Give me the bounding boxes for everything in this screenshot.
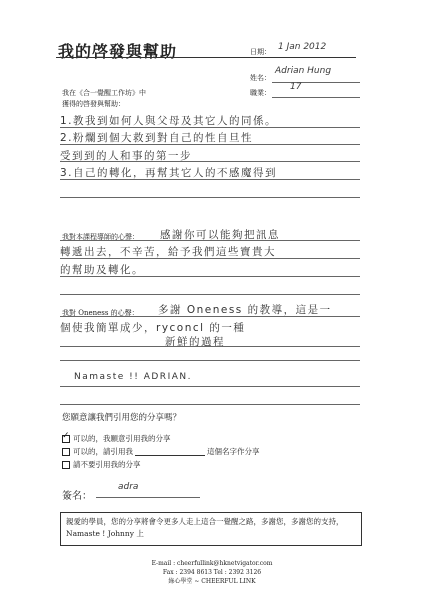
name-value: Adrian Hung [275,66,332,76]
oneness-line: 新鮮的過程 [165,336,225,348]
share-option-deny[interactable] [62,459,141,470]
ruled-line [60,240,360,241]
oneness-line: 個使我簡單成少，ryconcl 的一種 [60,322,246,334]
title-divider [56,57,356,58]
ruled-line [60,346,360,347]
intro-line-2: 獲得的啓發與幫助： [62,100,125,108]
checkbox-deny[interactable] [62,461,70,469]
inspiration-line: 1.教我到如何人與父母及其它人的同係。 [60,115,278,127]
oneness-label: 我對 Oneness 的心聲： [62,309,139,317]
page-title: 我的啓發與幫助 [58,42,178,61]
signature-value: adra [118,482,139,492]
oneness-signoff: Namaste !! ADRIAN. [74,372,192,382]
thank-you-line-2: Namaste ! Johnny 上 [66,529,144,538]
guide-line: 轉遞出去，不辛苦，給予我們這些寶貴大 [60,246,276,258]
guide-label: 我對本課程導師的心聲： [62,233,139,241]
inspiration-line: 2.粉爛到個大救到對自己的性自旦性 [60,132,254,144]
ruled-line [60,258,360,259]
oneness-line: 多謝 Oneness 的教導，這是一 [158,304,332,316]
thank-you-box [60,512,362,546]
share-option-suffix: 這個名字作分享 [207,447,260,456]
checkmark-icon: ✓ [62,430,70,441]
checkbox-allow-name[interactable] [62,448,70,456]
signature-label: 簽名： [62,491,92,502]
ruled-line [60,316,360,317]
guide-line: 的幫助及轉化。 [60,264,144,276]
ruled-line [60,144,360,145]
name-underline [272,82,360,83]
ruled-line [60,179,360,180]
ruled-line [60,161,360,162]
share-option-label: 可以的，請引用我 [73,447,133,456]
ruled-line [60,294,360,295]
ruled-line [60,127,360,128]
ruled-line [60,404,360,405]
contact-phone: Fax : 2394 8613 Tel : 2392 3126 [162,569,262,576]
guide-line: 感謝你可以能夠把訊息 [160,229,280,241]
occupation-value: 17 [290,82,302,92]
inspiration-line: 受到到的人和事的第一步 [60,150,192,162]
name-label: 姓名： [250,74,271,82]
date-value: 1 Jan 2012 [278,42,327,52]
name-blank[interactable] [135,447,205,456]
share-question: 您願意讓我們引用您的分享嗎？ [62,413,182,423]
ruled-line [60,386,360,387]
ruled-line [60,276,360,277]
organization-name: 綠心學堂 ~ CHEERFUL LINK [168,578,256,585]
signature-underline [96,497,200,498]
share-option-allow[interactable] [62,430,171,444]
ruled-line [60,360,360,361]
contact-email: E-mail : cheerfullink@hknetvigator.com [151,560,273,567]
inspiration-line: 3.自己的轉化，再幫其它人的不感魔得到 [60,167,278,179]
date-label: 日期： [250,48,271,56]
occupation-label: 職業： [250,89,271,97]
share-option-label: 可以的，我願意引用我的分享 [73,434,171,443]
share-option-allow-name[interactable] [62,446,260,457]
intro-line-1: 我在《合一覺醒工作坊》中 [62,89,146,97]
occupation-underline [272,97,360,98]
thank-you-line-1: 親愛的學員，您的分享將會令更多人走上這合一覺醒之路，多謝您，多謝您的支持， [66,517,344,526]
checkbox-allow[interactable] [62,430,70,443]
share-option-label: 請不要引用我的分享 [73,460,141,469]
ruled-line [60,197,360,198]
